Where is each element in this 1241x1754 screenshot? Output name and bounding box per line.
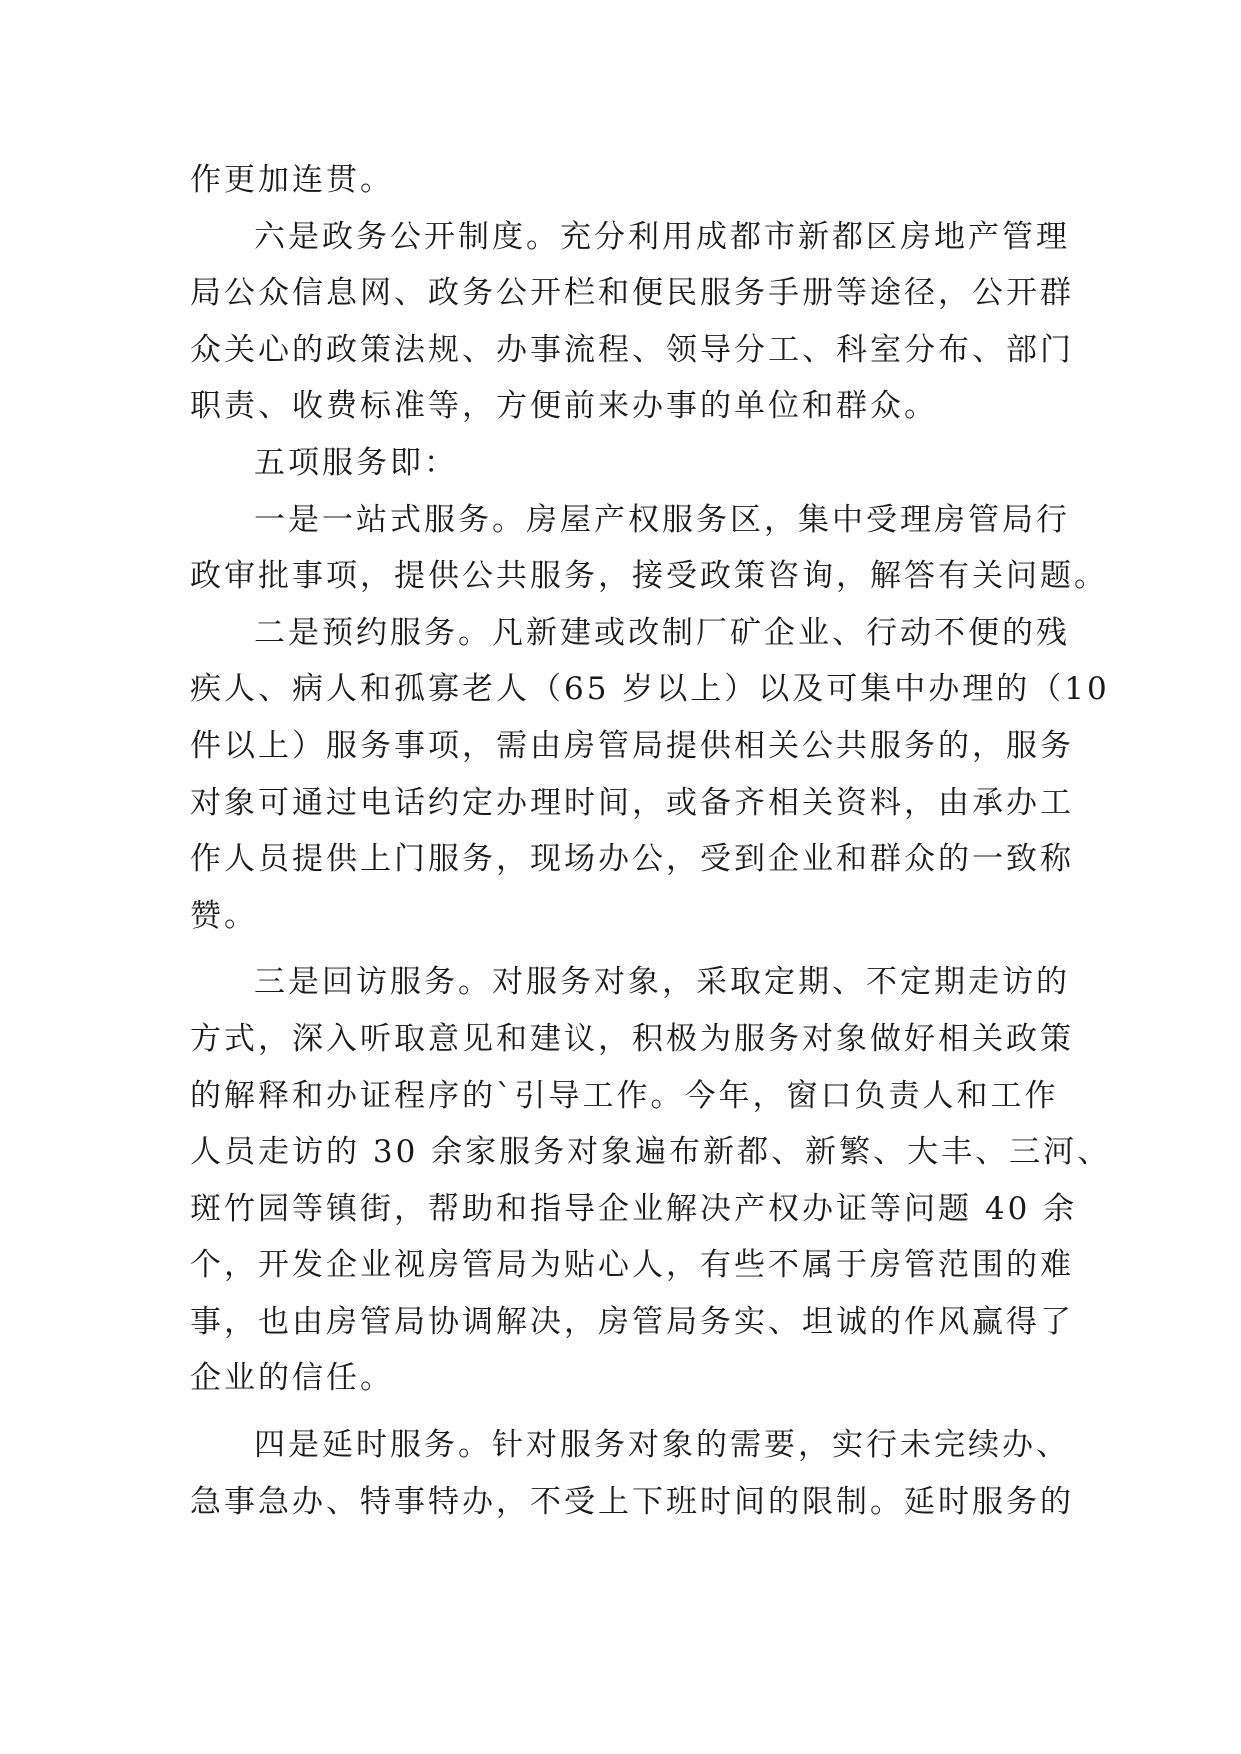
text-line: 职责、收费标准等，方便前来办事的单位和群众。 [190,388,938,425]
paragraph-first-line: 六是政务公开制度。充分利用成都市新都区房地产管理 [254,218,1070,255]
text-line: 人员走访的 30 余家服务对象遍布新都、新繁、大丰、三河、 [190,1134,1112,1171]
paragraph-first-line: 一是一站式服务。房屋产权服务区，集中受理房管局行 [254,501,1070,538]
text-line: 局公众信息网、政务公开栏和便民服务手册等途径，公开群 [190,275,1074,312]
text-line: 赞。 [190,897,258,934]
text-line: 作人员提供上门服务，现场办公，受到企业和群众的一致称 [190,841,1074,878]
text-line: 对象可通过电话约定办理时间，或备齐相关资料，由承办工 [190,784,1074,821]
paragraph-first-line: 四是延时服务。针对服务对象的需要，实行未完续办、 [254,1427,1070,1464]
text-line: 企业的信任。 [190,1360,394,1397]
text-line: 件以上）服务事项，需由房管局提供相关公共服务的，服务 [190,727,1074,764]
paragraph-first-line: 五项服务即： [254,444,458,481]
text-line: 众关心的政策法规、办事流程、领导分工、科室分布、部门 [190,331,1074,368]
document-body [190,152,1112,1530]
text-line: 个，开发企业视房管局为贴心人，有些不属于房管范围的难 [190,1247,1074,1284]
paragraph-first-line: 三是回访服务。对服务对象，采取定期、不定期走访的 [254,964,1070,1001]
text-line: 作更加连贯。 [190,162,394,198]
text-line: 疾人、病人和孤寡老人（65 岁以上）以及可集中办理的（10 [190,671,1110,708]
text-line: 方式，深入听取意见和建议，积极为服务对象做好相关政策 [190,1020,1074,1057]
text-line: 的解释和办证程序的`引导工作。今年，窗口负责人和工作 [190,1077,1059,1114]
text-line: 斑竹园等镇街，帮助和指导企业解决产权办证等问题 40 余 [190,1190,1078,1227]
paragraph-first-line: 二是预约服务。凡新建或改制厂矿企业、行动不便的残 [254,614,1070,651]
text-line: 政审批事项，提供公共服务，接受政策咨询，解答有关问题。 [190,558,1108,595]
text-line: 急事急办、特事特办，不受上下班时间的限制。延时服务的 [190,1483,1074,1520]
text-line: 事，也由房管局协调解决，房管局务实、坦诚的作风赢得了 [190,1303,1074,1340]
